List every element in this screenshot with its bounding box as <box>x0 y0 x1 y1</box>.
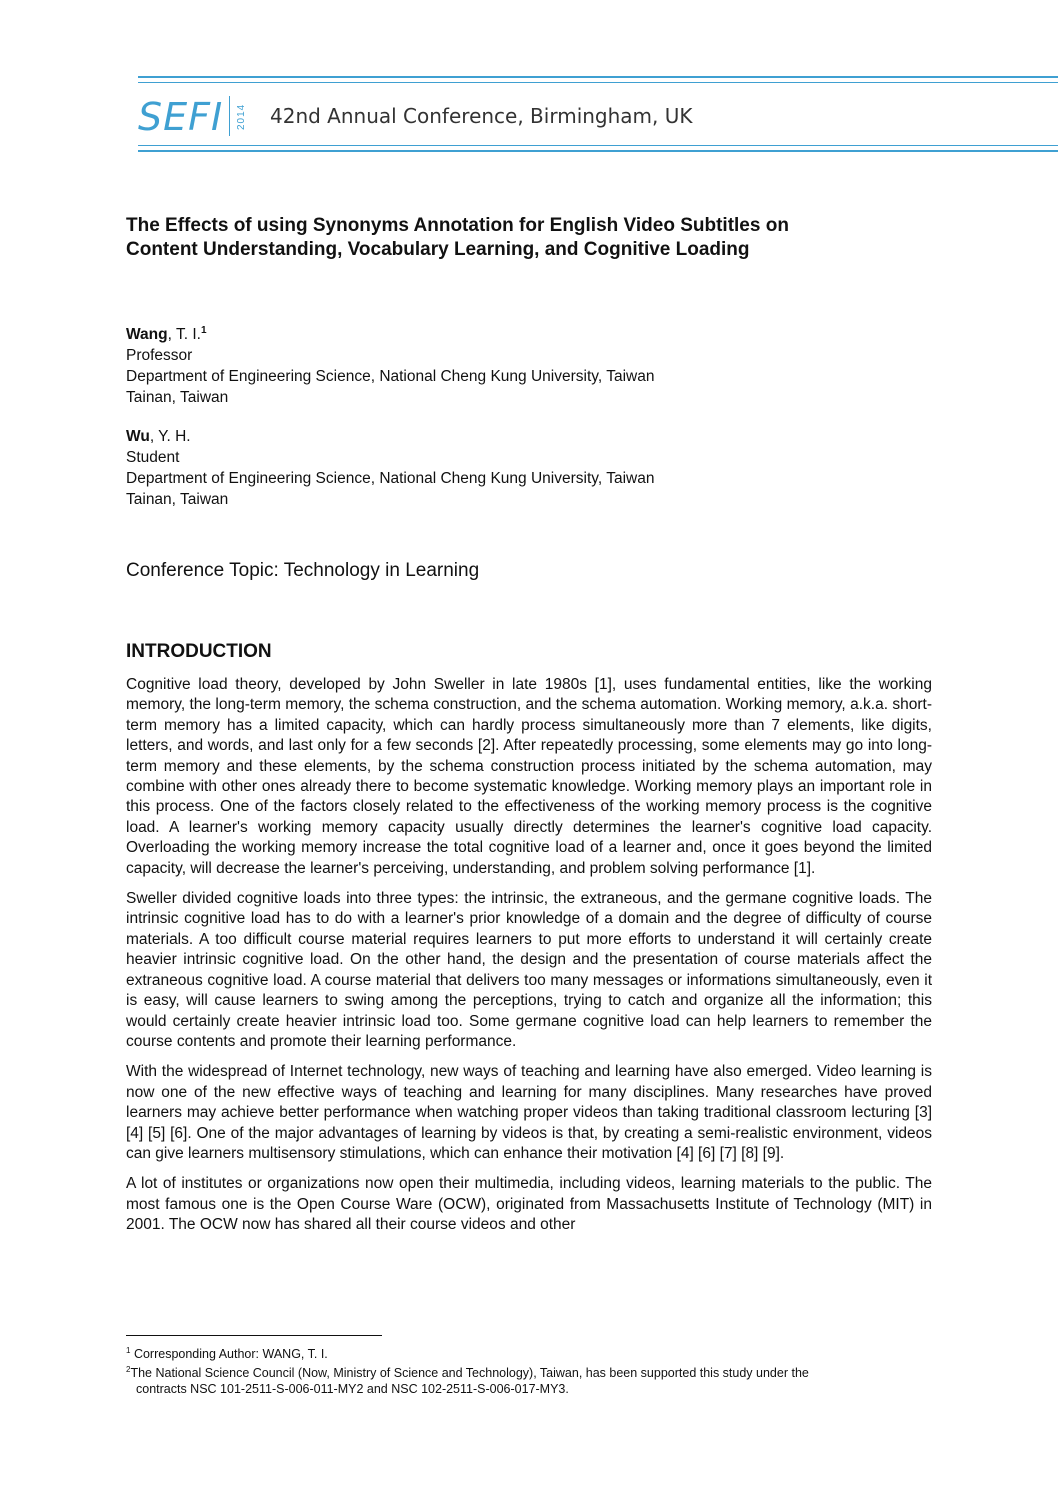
logo-separator <box>229 96 230 136</box>
header-bottom-rule <box>138 150 1058 152</box>
title-line-2: Content Understanding, Vocabulary Learning, and Cognitive Loading <box>126 239 750 260</box>
logo-text: SEFI <box>138 95 224 139</box>
paragraph: A lot of institutes or organizations now open their multimedia, including videos, learning materials to the public. The most famous one is the Open Course Ware (OCW), originated from Massachusetts Institute of Technology (MIT) in 2001. The OCW now has shared all their course videos and other <box>126 1175 932 1234</box>
header-top-rule <box>138 76 1058 78</box>
section-heading: INTRODUCTION <box>126 641 272 662</box>
author-role: Student <box>126 449 180 466</box>
footnote-mark: 2 <box>126 1365 131 1375</box>
footnote-2 <box>126 1362 932 1381</box>
footnote-text: The National Science Council (Now, Ministry of Science and Technology), Taiwan, has been supported this study under the <box>130 1366 809 1381</box>
paragraph: Cognitive load theory, developed by John Sweller in late 1980s [1], uses fundamental entities, like the working memory, the long-term memory, the schema construction, and the schema automation. Working memory, a.k.a. short-term memory has a limited capacity, which can hardly process simultaneously more than 7 elements, like digits, letters, and words, and last only for a few seconds [2]. After repeatedly processing, some elements may go into long-term memory and these elements, by the schema construction process initiated by the schema automation, may combine with other ones already there to become systematic knowledge. Working memory plays an important role in this process. One of the factors closely related to the effectiveness of the working memory process is the cognitive load. A learner's working memory capacity usually directly determines the learner's cognitive load capacity. Overloading the working memory increase the total cognitive load of a learner and, once it goes beyond the limited capacity, will decrease the learner's perceiving, understanding, and problem solving performance [1]. <box>126 676 932 877</box>
logo-year: 2014 <box>236 103 247 131</box>
conference-topic: Conference Topic: Technology in Learning <box>126 560 480 581</box>
footnote-text: Corresponding Author: WANG, T. I. <box>133 1347 328 1362</box>
author-name-line <box>126 320 826 345</box>
title-line-1: The Effects of using Synonyms Annotation for English Video Subtitles on <box>126 215 789 236</box>
author-name-line <box>126 426 826 447</box>
author-initials: , Y. H. <box>149 428 191 445</box>
author-block-1 <box>126 320 826 408</box>
footnote-1 <box>126 1343 932 1362</box>
footnote-rule <box>126 1335 382 1336</box>
body-text <box>126 675 932 1246</box>
author-role: Professor <box>126 347 193 365</box>
author-department: Department of Engineering Science, National Cheng Kung University, Taiwan <box>126 470 655 487</box>
author-location: Tainan, Taiwan <box>126 491 229 508</box>
author-initials: , T. I. <box>167 326 201 344</box>
conference-name: 42nd Annual Conference, Birmingham, UK <box>270 104 693 128</box>
footnote-2-continuation: contracts NSC 101-2511-S-006-011-MY2 and NSC 102-2511-S-006-017-MY3. <box>136 1382 569 1397</box>
author-surname: Wang <box>126 326 168 344</box>
author-footnote-mark: 1 <box>200 325 207 336</box>
author-surname: Wu <box>126 428 150 445</box>
header-bottom-rule-thin <box>138 145 1058 146</box>
author-location: Tainan, Taiwan <box>126 389 229 407</box>
footnote-mark: 1 <box>126 1346 131 1355</box>
paragraph: Sweller divided cognitive loads into three types: the intrinsic, the extraneous, and the germane cognitive loads. The intrinsic cognitive load has to do with a learner's prior knowledge of a domain and the degree of difficulty of course materials. A too difficult course material requires learners to put more efforts to understand it will certainly create heavier intrinsic cognitive load. On the other hand, the design and the presentation of course materials affect the extraneous cognitive load. A course material that delivers too many messages or informations simultaneously, even it is easy, will cause learners to swing among the perceptions, trying to catch and organize all the information; this would certainly create heavier intrinsic load too. Some germane cognitive load can help learners to remember the course contents and promote their learning performance. <box>126 890 932 1050</box>
paragraph: With the widespread of Internet technology, new ways of teaching and learning have also emerged. Video learning is now one of the new effective ways of teaching and learning for many disciplines. Many researches have proved learners may achieve better performance when watching proper videos than taking traditional classroom lecturing [3] [4] [5] [6]. One of the major advantages of learning by videos is that, by creating a semi-realistic environment, videos can give learners multisensory stimulations, which can enhance their motivation [4] [6] [7] [8] [9]. <box>126 1063 932 1162</box>
paper-title <box>126 214 926 262</box>
footnotes <box>126 1343 932 1397</box>
author-block-2 <box>126 426 826 510</box>
author-department: Department of Engineering Science, National Cheng Kung University, Taiwan <box>126 368 655 386</box>
header-top-rule-thin <box>138 82 1058 83</box>
